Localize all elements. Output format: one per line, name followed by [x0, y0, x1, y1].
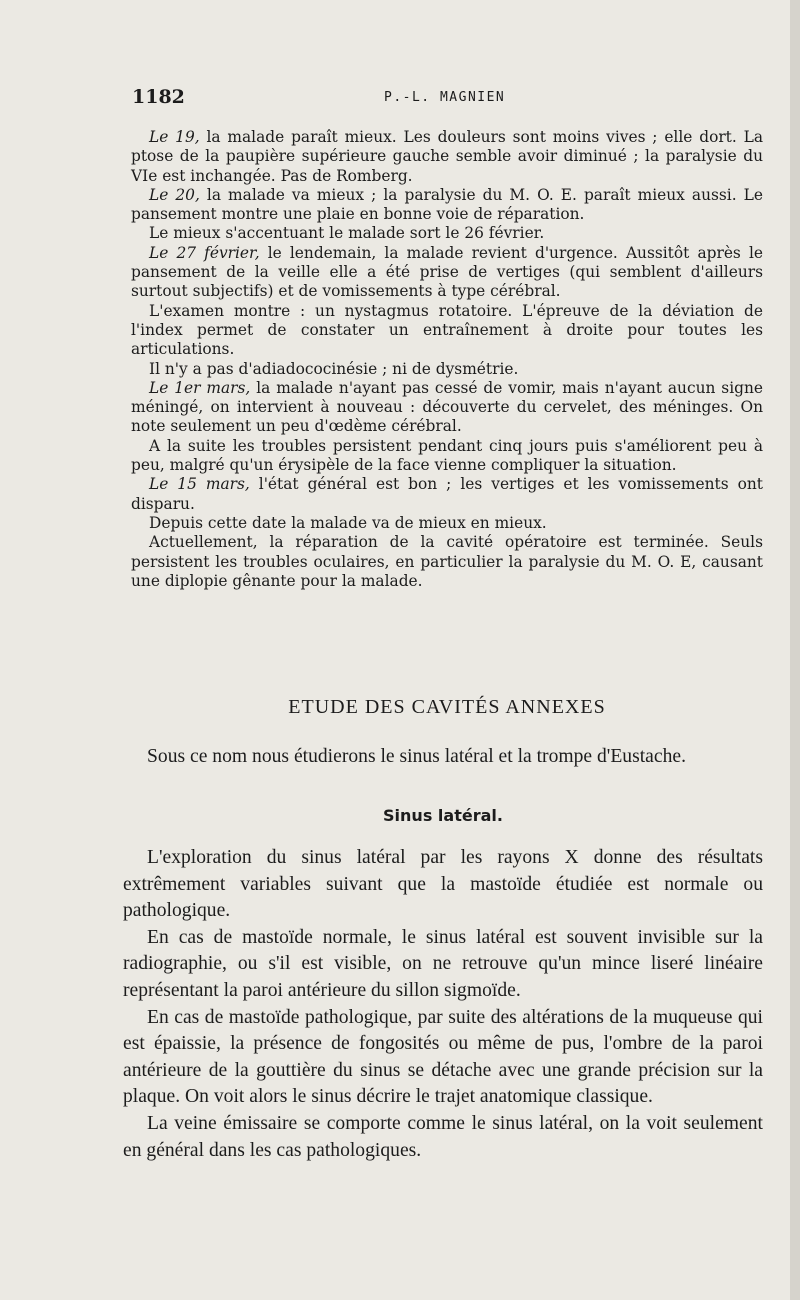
body-paragraph: En cas de mastoïde pathologique, par suite des altérations de la muqueuse qui est épaissie, la présence de fongosités ou même de pus, l'ombre de la paroi antérieure de la gouttière du sinus se détache avec une grande précision sur la plaque. On voit alors le sinus décrire le trajet anatomique classique. [123, 1006, 763, 1108]
case-paragraph [131, 475, 763, 514]
case-paragraph [131, 128, 763, 186]
case-text: Actuellement, la réparation de la cavité opératoire est terminée. Seuls persistent les troubles oculaires, en particulier la paralysie du M. O. E, causant une diplopie gênante pour la malade. [131, 533, 763, 590]
page-number: 1182 [132, 86, 185, 108]
intro-block [123, 744, 763, 771]
case-date: Le 20, [149, 185, 200, 204]
body-paragraph: La veine émissaire se comporte comme le sinus latéral, on la voit seulement en général dans les cas pathologiques. [123, 1112, 763, 1161]
subsection-title: Sinus latéral. [383, 806, 503, 825]
section-title: ETUDE DES CAVITÉS ANNEXES [288, 696, 606, 718]
case-text: l'état général est bon ; les vertiges et les vomissements ont disparu. [131, 475, 763, 513]
case-text: Le mieux s'accentuant le malade sort le 26 février. [149, 224, 545, 243]
case-paragraph [131, 360, 763, 379]
case-paragraph [131, 244, 763, 302]
case-text: la malade paraît mieux. Les douleurs sont moins vives ; elle dort. La ptose de la paupière supérieure gauche semble avoir diminué ; la paralysie du VIe est inchangée. Pas de Romberg. [131, 128, 763, 185]
case-paragraph [131, 186, 763, 225]
case-text: la malade va mieux ; la paralysie du M. O. E. paraît mieux aussi. Le pansement montre une plaie en bonne voie de réparation. [131, 185, 763, 224]
sinus-text-block [123, 845, 763, 1164]
case-paragraph [131, 437, 763, 476]
case-paragraph [131, 302, 763, 360]
case-paragraph [131, 224, 763, 243]
case-paragraph [131, 514, 763, 533]
case-paragraph [131, 379, 763, 437]
running-head: P.-L. MAGNIEN [384, 90, 506, 105]
case-text: L'examen montre : un nystagmus rotatoire. L'épreuve de la déviation de l'index permet de constater un entraînement à droite pour toutes les articulations. [131, 301, 763, 359]
case-notes [131, 128, 763, 591]
case-date: Le 15 mars, [149, 475, 250, 494]
body-paragraph: En cas de mastoïde normale, le sinus latéral est souvent invisible sur la radiographie, ou s'il est visible, on ne retrouve qu'un mince liseré linéaire représentant la paroi antérieure du sillon sigmoïde. [123, 926, 763, 1001]
case-text: Il n'y a pas d'adiadococinésie ; ni de dysmétrie. [149, 359, 519, 378]
page-edge [790, 0, 800, 1300]
intro-paragraph: Sous ce nom nous étudierons le sinus latéral et la trompe d'Eustache. [147, 746, 686, 767]
case-text: Depuis cette date la malade va de mieux en mieux. [149, 513, 547, 532]
page-header [132, 86, 772, 114]
case-text: la malade n'ayant pas cessé de vomir, mais n'ayant aucun signe méningé, on intervient à nouveau : découverte du cervelet, des méninges. On note seulement un peu d'œdème cérébral. [131, 378, 763, 436]
case-text: le lendemain, la malade revient d'urgence. Aussitôt après le pansement de la veille elle a été prise de vertiges (qui semblent d'ailleurs surtout subjectifs) et de vomissements à type cérébral. [131, 243, 763, 301]
case-date: Le 27 février, [149, 243, 260, 262]
case-text: A la suite les troubles persistent pendant cinq jours puis s'améliorent peu à peu, malgré qu'un érysipèle de la face vienne compliquer la situation. [131, 436, 763, 475]
case-paragraph [131, 533, 763, 591]
case-date: Le 19, [149, 128, 200, 146]
case-date: Le 1er mars, [149, 378, 251, 397]
body-paragraph: L'exploration du sinus latéral par les rayons X donne des résultats extrêmement variables suivant que la mastoïde étudiée est normale ou pathologique. [123, 847, 763, 922]
